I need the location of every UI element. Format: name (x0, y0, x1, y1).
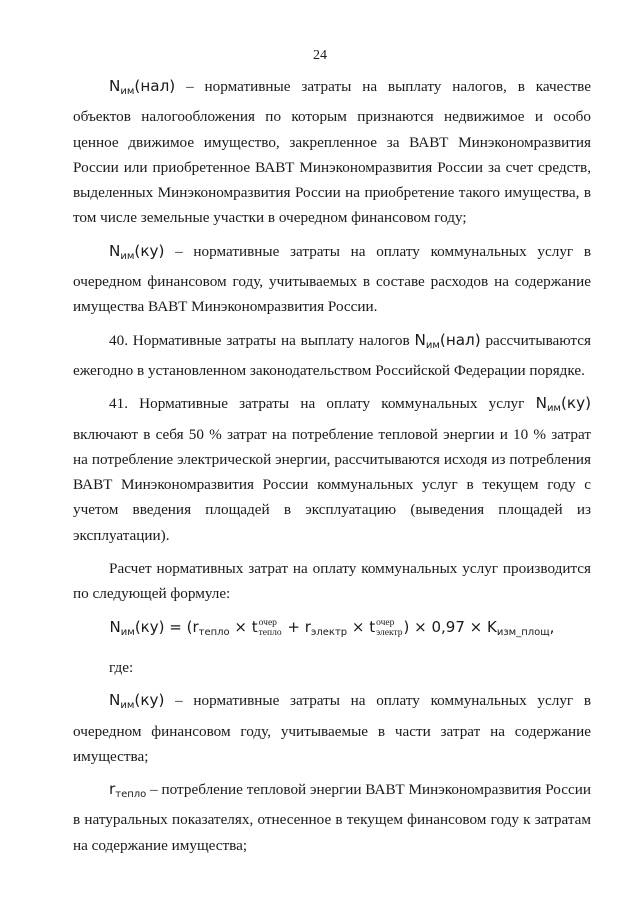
paragraph-nal-definition: $N_{им}(нал)$ – нормативные затраты на выплату налогов, в качестве объектов налогообложения по которым признаются недвижимое и особо ценное движимое имущество, закрепленное за ВАВТ Минэкономразвития России или приобретенное ВАВТ Минэкономразвития России за счет средств, выделенных Минэкономразвития России на приобретение такого имущества, в том числе земельные участки в очередном финансовом году; (73, 77, 591, 227)
symbol-n-im-ku: $N_{им}(ку)$ (109, 241, 165, 262)
symbol-n-im-nal: $N_{им}(нал)$ (414, 330, 481, 351)
paragraph-40: 40. Нормативные затраты на выплату налогов $N_{им}(нал)$ рассчитываются ежегодно в установленном законодательством Российской Федерации порядке. (73, 330, 591, 379)
symbol-r-teplo: $r_{тепло}$ (109, 780, 147, 801)
where-label: где: (109, 658, 134, 676)
paragraph-ku-definition: $N_{им}(ку)$ – нормативные затраты на оплату коммунальных услуг в очередном финансовом году, учитываемых в составе расходов на содержание имущества ВАВТ Минэкономразвития России. (73, 241, 591, 316)
symbol-n-im-ku: $N_{им}(ку)$ (109, 691, 165, 712)
paragraph-calculation-intro: Расчет нормативных затрат на оплату коммунальных услуг производится по следующей формуле: (73, 560, 591, 603)
formula: $N_{им}(ку) = (r_{тепло} \times t$ очер тепло + $r_{электр} \times t$ очер электр ) × $0,97 \times K_{изм\_площ}$, (109, 617, 555, 639)
paragraph-r-teplo-explanation: $r_{тепло}$ – потребление тепловой энергии ВАВТ Минэкономразвития России в натуральных показателях, отнесенное в текущем финансовом году к затратам на содержание имущества; (73, 780, 591, 854)
paragraph-ku-explanation: $N_{им}(ку)$ – нормативные затраты на оплату коммунальных услуг в очередном финансовом году, учитываемые в части затрат на содержание имущества; (73, 691, 591, 765)
page-number: 24 (313, 48, 327, 63)
paragraph-41: 41. Нормативные затраты на оплату коммунальных услуг $N_{им}(ку)$ включают в себя 50 % затрат на потребление тепловой энергии и 10 % затрат на потребление электрической энергии, рассчитываются исходя из потребления ВАВТ Минэкономразвития России коммунальных услуг в текущем году с учетом введения площадей в эксплуатацию (выведения площадей из эксплуатации). (73, 394, 591, 544)
symbol-n-im-nal: $N_{им}(нал)$ (109, 77, 176, 97)
document-body (73, 74, 591, 866)
symbol-n-im-ku: $N_{им}(ку)$ (535, 394, 591, 415)
